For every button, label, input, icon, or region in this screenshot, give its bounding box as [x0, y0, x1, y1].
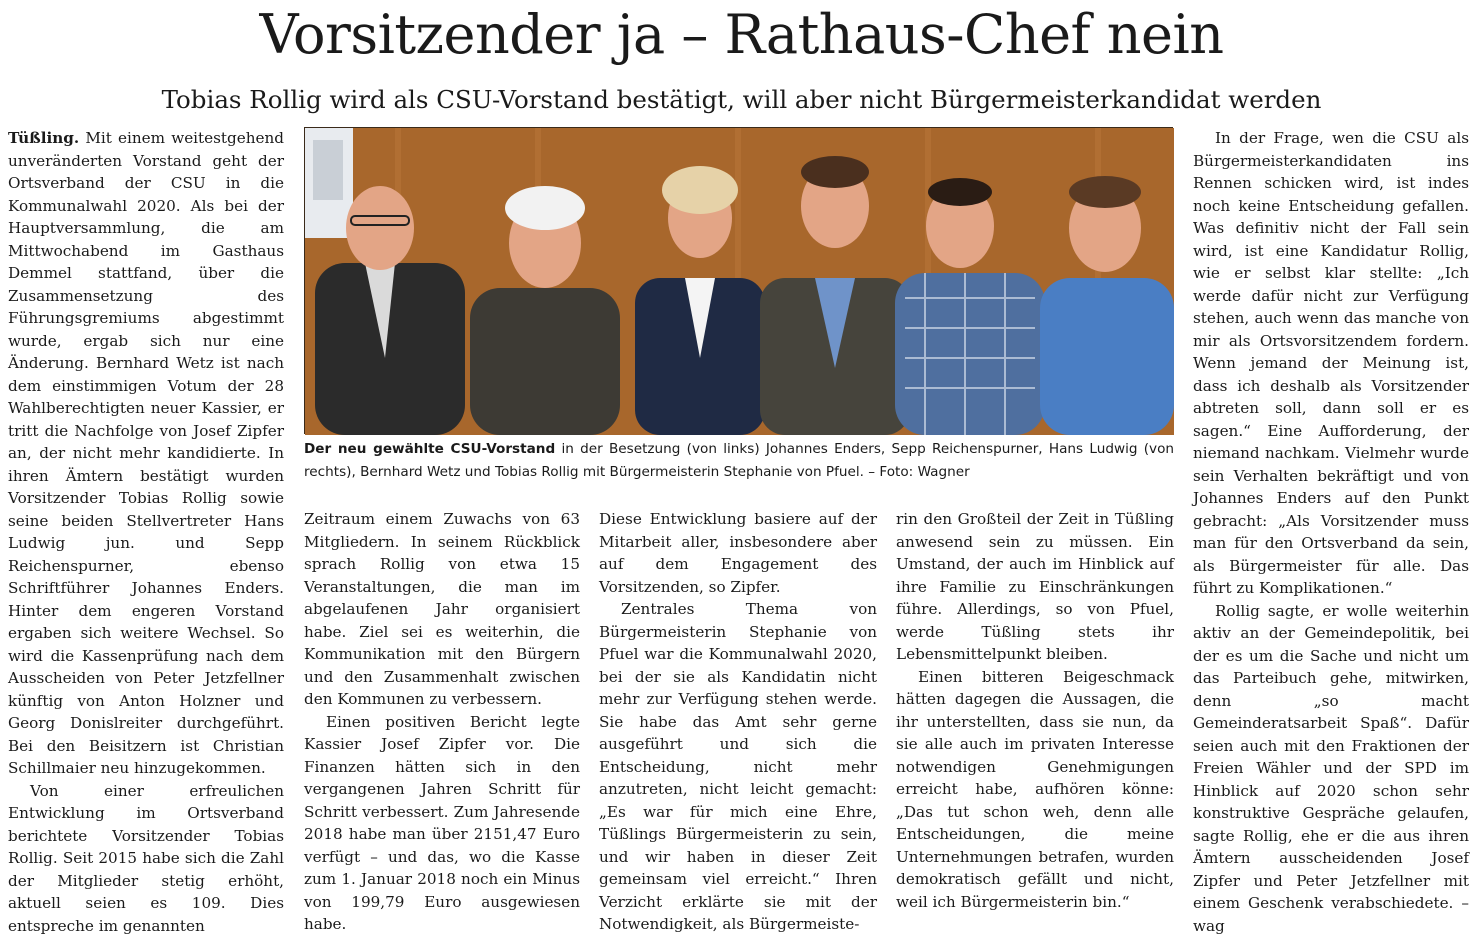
- paragraph: Von einer erfreulichen Entwicklung im Ortsverband berichtete Vorsitzender Tobias Rollig. Seit 2015 habe sich die Zahl der Mitglieder stetig erhöht, aktuell seien es 109. Dies entspreche im genannten: [8, 780, 284, 937]
- paragraph: Einen bitteren Beigeschmack hätten dagegen die Aussagen, die ihr unterstellten, dass sie nun, da sie alle auch im privaten Interesse notwendigen Genehmigungen erreicht habe, aufhören könne: „Das tut schon weh, denn alle Entscheidungen, die meine Unternehmungen betrafen, wurden demokratisch gefällt und nicht, weil ich Bürgermeisterin bin.“: [896, 666, 1174, 914]
- paragraph: [8, 127, 284, 780]
- paragraph: Zentrales Thema von Bürgermeisterin Stephanie von Pfuel war die Kommunalwahl 2020, bei der sie als Kandidatin nicht mehr zur Verfügung stehen werde. Sie habe das Amt sehr gerne ausgeführt und sich die Entscheidung, nicht mehr anzutreten, nicht leicht gemacht: „Es war für mich eine Ehre, Tüßlings Bürgermeisterin zu sein, und wir haben in dieser Zeit gemeinsam viel erreicht.“ Ihren Verzicht erklärte sie mit der Notwendigkeit, als Bürgermeiste-: [599, 598, 877, 936]
- paragraph: In der Frage, wen die CSU als Bürgermeisterkandidaten ins Rennen schicken wird, ist indes noch keine Entscheidung gefallen. Was definitiv nicht der Fall sein wird, ist eine Kandidatur Rollig, wie er selbst klar stellte: „Ich werde dafür nicht zur Verfügung stehen, auch wenn das manche von mir als Ortsvorsitzendem fordern. Wenn jemand der Meinung ist, dass ich deshalb als Vorsitzender abtreten soll, dann soll er es sagen.“ Eine Aufforderung, der niemand nachkam. Vielmehr wurde sein Verhalten bekräftigt und von Johannes Enders auf den Punkt gebracht: „Als Vorsitzender muss man für den Ortsverband da sein, als Bürgermeister für alle. Das führt zu Komplikationen.“: [1193, 127, 1469, 600]
- paragraph: Diese Entwicklung basiere auf der Mitarbeit aller, insbesondere aber auf dem Engagement des Vorsitzenden, so Zipfer.: [599, 508, 877, 598]
- article-column-4: [896, 508, 1174, 907]
- paragraph: Einen positiven Bericht legte Kassier Josef Zipfer vor. Die Finanzen hätten sich in den vergangenen Jahren Schritt für Schritt verbessert. Zum Jahresende 2018 habe man über 2151,47 Euro verfügt – und das, wo die Kasse zum 1. Januar 2018 noch ein Minus von 199,79 Euro ausgewiesen habe.: [304, 711, 580, 936]
- group-photo: [304, 127, 1173, 434]
- article-column-5: [1193, 127, 1469, 907]
- dateline: Tüßling.: [8, 129, 79, 147]
- photo-caption: [304, 438, 1174, 483]
- article-column-1: [8, 127, 284, 907]
- paragraph: Zeitraum einem Zuwachs von 63 Mitgliedern. In seinem Rückblick sprach Rollig von etwa 15 Veranstaltungen, die man im abgelaufenen Jahr organisiert habe. Ziel sei es weiterhin, die Kommunikation mit den Bürgern und den Zusammenhalt zwischen den Kommunen zu verbessern.: [304, 508, 580, 711]
- paragraph: Rollig sagte, er wolle weiterhin aktiv an der Gemeindepolitik, bei der es um die Sache und nicht um das Parteibuch gehe, mitwirken, denn „so macht Gemeinderatsarbeit Spaß“. Dafür seien auch mit den Fraktionen der Freien Wähler und der SPD im Hinblick auf 2020 schon sehr konstruktive Gespräche gelaufen, sagte Rollig, ehe er die aus ihren Ämtern ausscheidenden Josef Zipfer und Peter Jetzfellner mit einem Geschenk verabschiedete. – wag: [1193, 600, 1469, 937]
- paragraph-text: Mit einem weitestgehend unveränderten Vorstand geht der Ortsverband der CSU in die Kommunalwahl 2020. Als bei der Hauptversammlung, die am Mittwochabend im Gasthaus Demmel stattfand, über die Zusammensetzung des Führungsgremiums abgestimmt wurde, ergab sich nur eine Änderung. Bernhard Wetz ist nach dem einstimmigen Votum der 28 Wahlberechtigten neuer Kassier, er tritt die Nachfolge von Josef Zipfer an, der nicht mehr kandidierte. In ihren Ämtern bestätigt wurden Vorsitzender Tobias Rollig sowie seine beiden Stellvertreter Hans Ludwig jun. und Sepp Reichenspurner, ebenso Schriftführer Johannes Enders. Hinter dem engeren Vorstand ergaben sich weitere Wechsel. So wird die Kassenprüfung nach dem Ausscheiden von Peter Jetzfellner künftig von Anton Holzner und Georg Donislreiter durchgeführt. Bei den Beisitzern ist Christian Schillmaier neu hinzugekommen.: [8, 129, 284, 777]
- article-column-2: [304, 508, 580, 907]
- photo-illustration: [305, 128, 1174, 435]
- caption-lead: Der neu gewählte CSU-Vorstand: [304, 441, 555, 457]
- paragraph: rin den Großteil der Zeit in Tüßling anwesend sein zu müssen. Ein Umstand, der auch im Hinblick auf ihre Familie zu Einschränkungen führe. Allerdings, so von Pfuel, werde Tüßling stets ihr Lebensmittelpunkt bleiben.: [896, 508, 1174, 666]
- headline: Vorsitzender ja – Rathaus-Chef nein: [0, 2, 1483, 68]
- article-column-3: [599, 508, 877, 907]
- subheadline: Tobias Rollig wird als CSU-Vorstand bestätigt, will aber nicht Bürgermeisterkandidat werden: [0, 83, 1483, 117]
- caption-text: in der Besetzung (von links) Johannes Enders, Sepp Reichenspurner, Hans Ludwig (von rechts), Bernhard Wetz und Tobias Rollig mit Bürgermeisterin Stephanie von Pfuel. – Foto: Wagner: [304, 441, 1174, 480]
